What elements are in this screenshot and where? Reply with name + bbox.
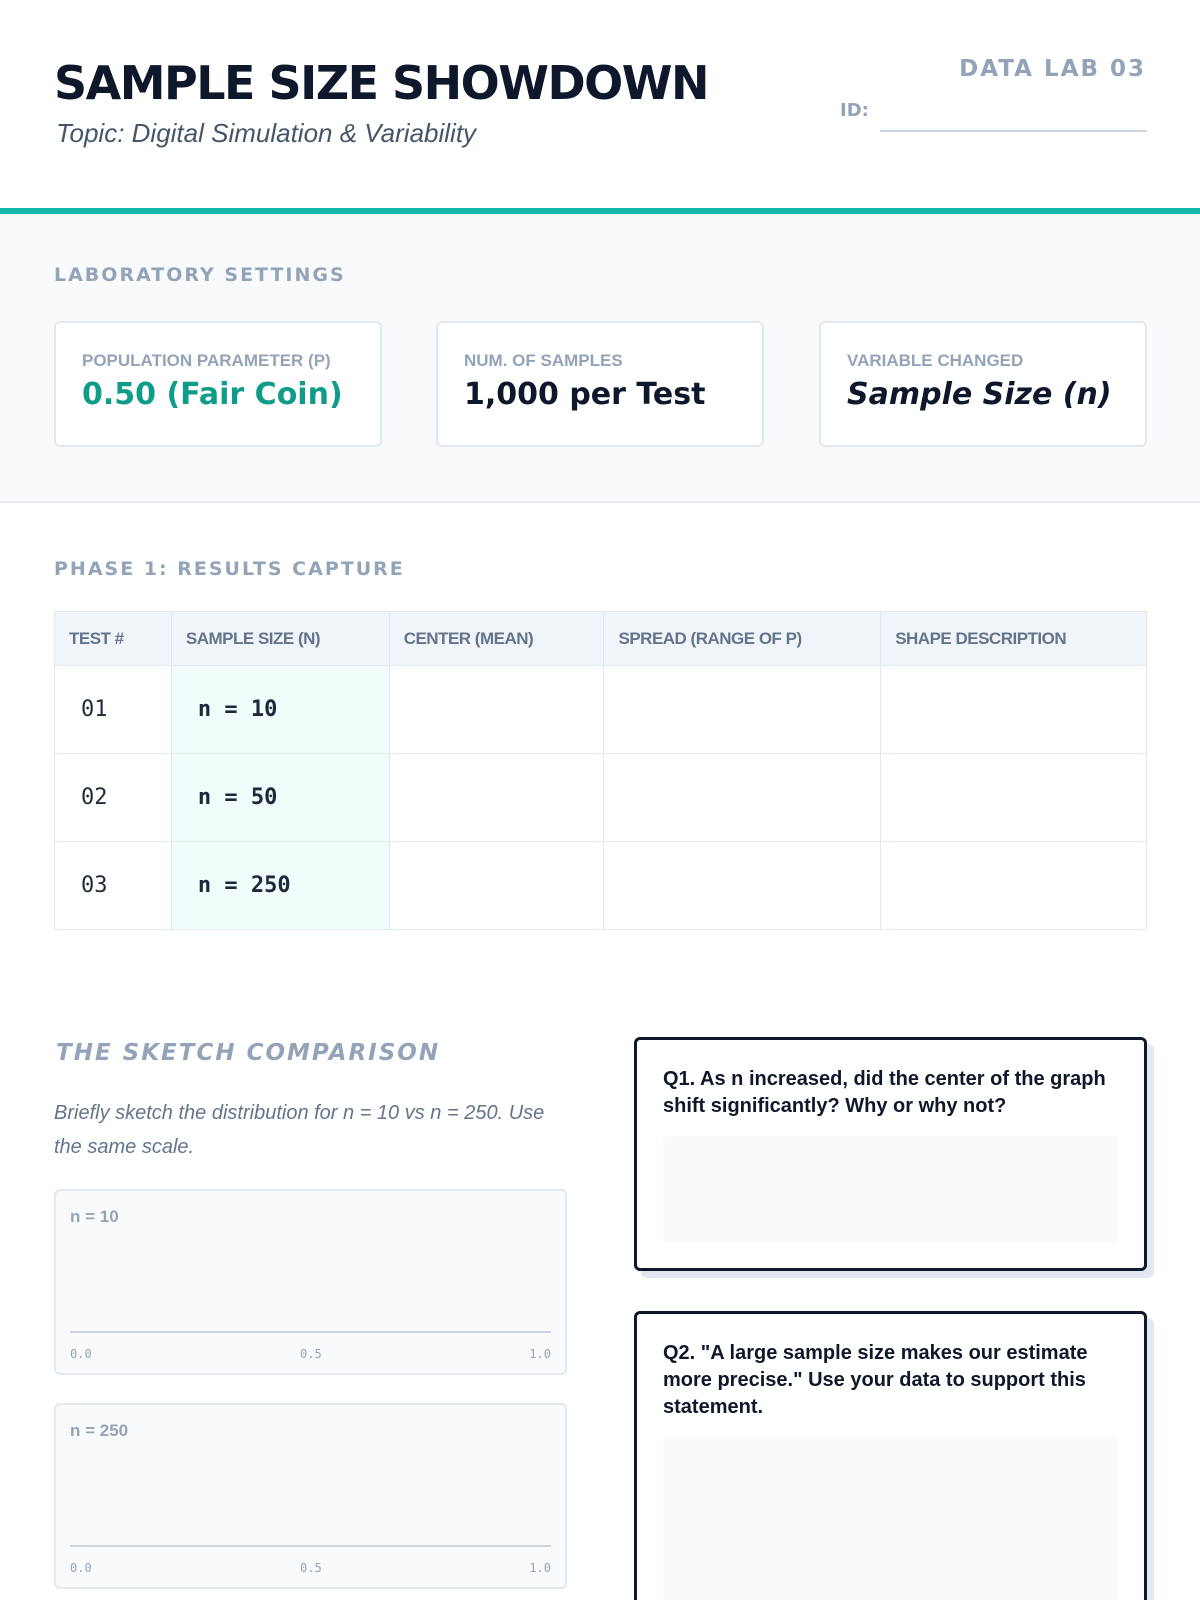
id-field[interactable] (880, 130, 1147, 132)
tick-label: 0.0 (70, 1561, 92, 1575)
sample-size-cell: n = 50 (171, 754, 389, 842)
column-header-center: CENTER (MEAN) (389, 612, 604, 666)
column-header-spread: SPREAD (RANGE OF P) (604, 612, 881, 666)
tick-label: 1.0 (529, 1561, 551, 1575)
table-header-row (55, 612, 1147, 666)
sketch-label: n = 10 (70, 1207, 119, 1226)
table-row (55, 754, 1147, 842)
x-axis-line (70, 1545, 551, 1547)
test-number-cell: 02 (55, 754, 172, 842)
card-value: 0.50 (Fair Coin) (82, 377, 343, 412)
sketch-box-n250[interactable] (54, 1403, 567, 1589)
page-subtitle: Topic: Digital Simulation & Variability (56, 118, 477, 148)
sample-size-cell: n = 250 (171, 842, 389, 930)
header (0, 0, 1200, 214)
tick-label: 0.5 (300, 1347, 322, 1361)
answer-area-q2[interactable] (663, 1436, 1118, 1600)
test-number-cell: 03 (55, 842, 172, 930)
center-input-cell[interactable] (389, 754, 604, 842)
tick-label: 0.0 (70, 1347, 92, 1361)
table-row (55, 666, 1147, 754)
question-text: Q2. "A large sample size makes our estimate more precise." Use your data to support this statement. (663, 1342, 1088, 1418)
shape-input-cell[interactable] (881, 754, 1147, 842)
settings-section-label: LABORATORY SETTINGS (54, 264, 346, 286)
test-number-cell: 01 (55, 666, 172, 754)
card-label: POPULATION PARAMETER (P) (82, 351, 331, 370)
shape-input-cell[interactable] (881, 842, 1147, 930)
column-header-shape: SHAPE DESCRIPTION (881, 612, 1147, 666)
center-input-cell[interactable] (389, 842, 604, 930)
question-box-q1 (634, 1037, 1147, 1271)
column-header-test: TEST # (55, 612, 172, 666)
spread-input-cell[interactable] (604, 754, 881, 842)
spread-input-cell[interactable] (604, 666, 881, 754)
id-label: ID: (840, 100, 869, 121)
phase1-section-label: PHASE 1: RESULTS CAPTURE (54, 558, 405, 580)
question-text: Q1. As n increased, did the center of the graph shift significantly? Why or why not? (663, 1068, 1106, 1117)
card-value: 1,000 per Test (464, 377, 706, 412)
sketch-box-n10[interactable] (54, 1189, 567, 1375)
sketch-label: n = 250 (70, 1421, 129, 1440)
table-row (55, 842, 1147, 930)
tick-label: 0.5 (300, 1561, 322, 1575)
question-box-q2 (634, 1311, 1147, 1600)
card-value: Sample Size (n) (847, 377, 1112, 412)
variable-changed-card (819, 321, 1147, 447)
column-header-sample-size: SAMPLE SIZE (N) (171, 612, 389, 666)
tick-label: 1.0 (529, 1347, 551, 1361)
num-samples-card (436, 321, 764, 447)
sketch-section-title: THE SKETCH COMPARISON (56, 1040, 441, 1066)
center-input-cell[interactable] (389, 666, 604, 754)
x-axis-line (70, 1331, 551, 1333)
card-label: VARIABLE CHANGED (847, 351, 1024, 370)
population-parameter-card (54, 321, 382, 447)
spread-input-cell[interactable] (604, 842, 881, 930)
laboratory-settings (0, 214, 1200, 503)
lab-tag: DATA LAB 03 (959, 56, 1146, 82)
answer-area-q1[interactable] (663, 1136, 1118, 1242)
shape-input-cell[interactable] (881, 666, 1147, 754)
page-title: SAMPLE SIZE SHOWDOWN (54, 56, 709, 110)
sample-size-cell: n = 10 (171, 666, 389, 754)
results-table (54, 611, 1147, 930)
sketch-instruction: Briefly sketch the distribution for n = 10 vs n = 250. Use the same scale. (54, 1102, 545, 1158)
card-label: NUM. OF SAMPLES (464, 351, 623, 370)
